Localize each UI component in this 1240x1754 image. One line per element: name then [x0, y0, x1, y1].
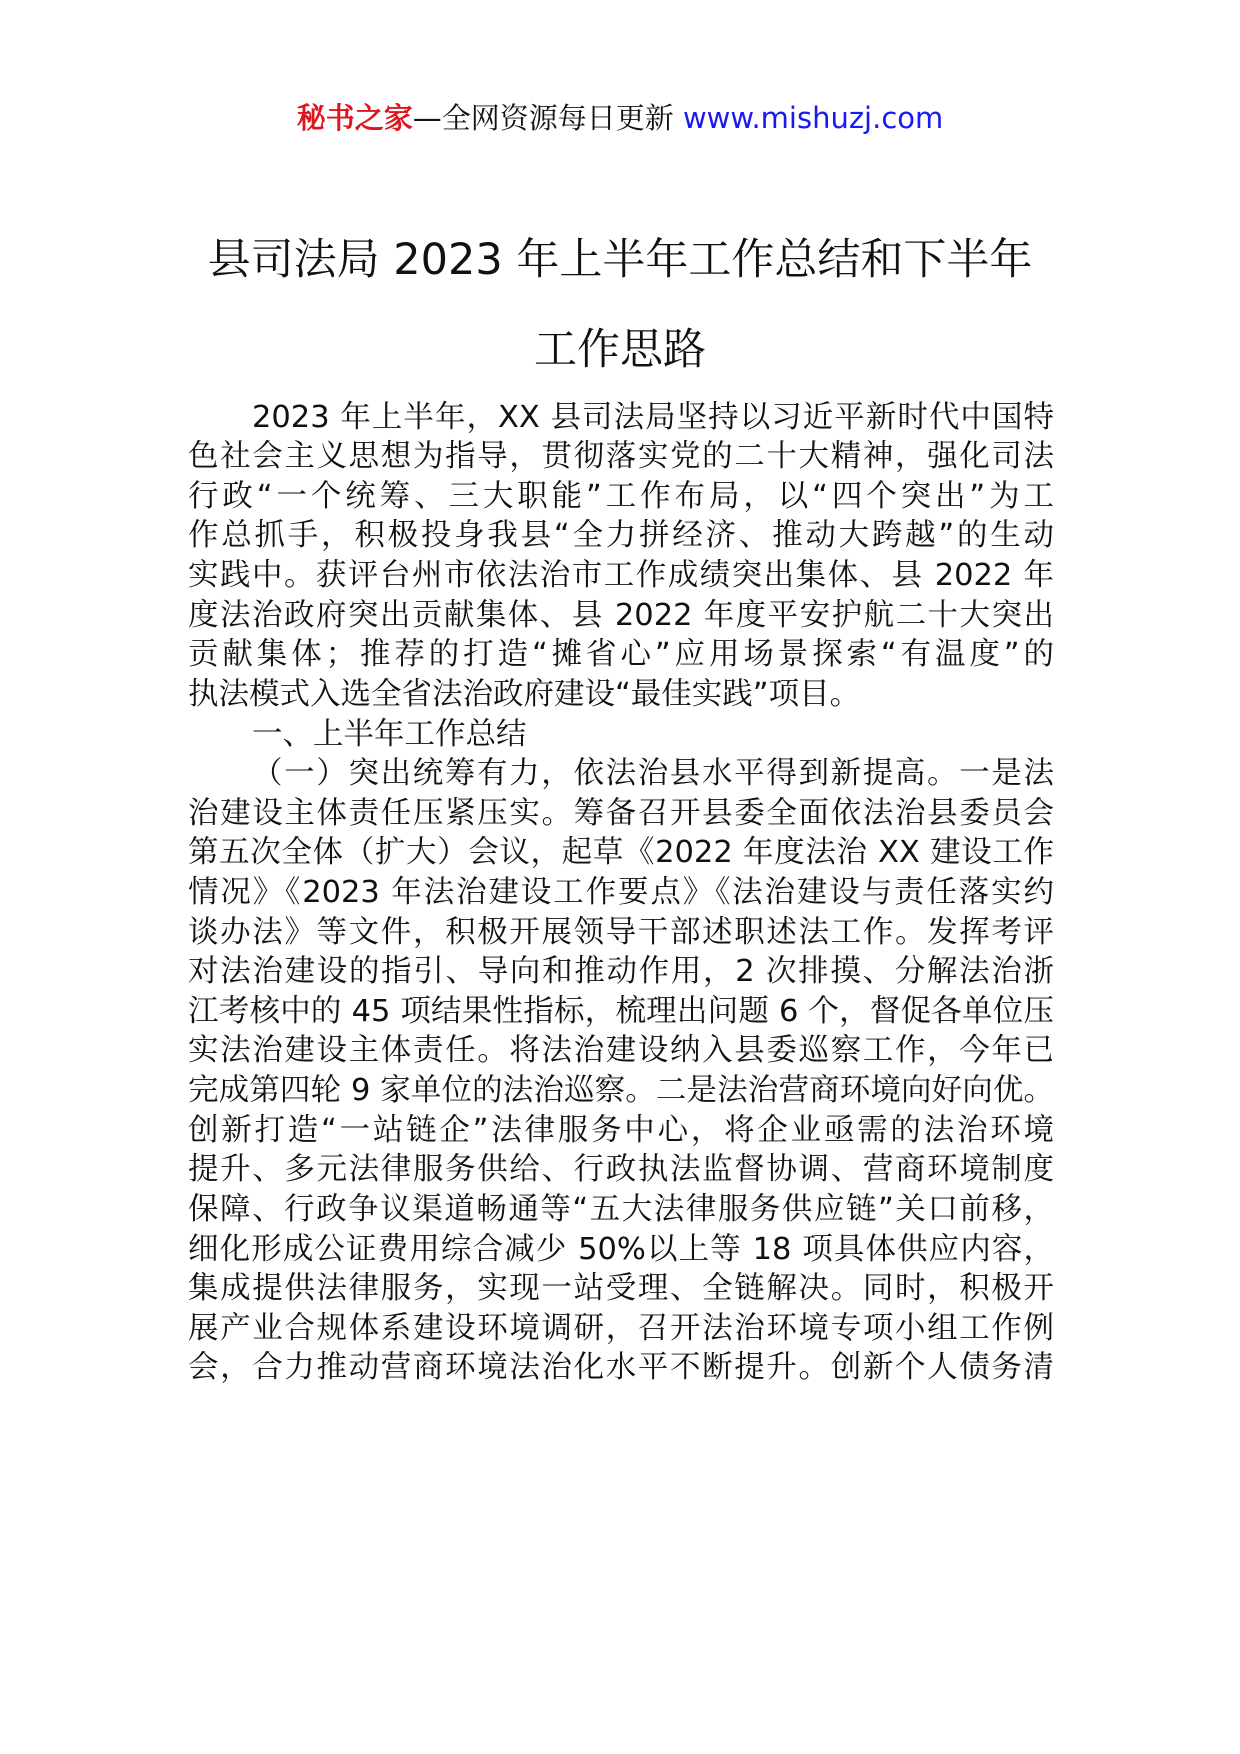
- body-line: 第五次全体（扩大）会议，起草《2022 年度法治 XX 建设工作: [188, 835, 1054, 870]
- body-line: 色社会主义思想为指导，贯彻落实党的二十大精神，强化司法: [188, 439, 1054, 474]
- body-line: 谈办法》等文件，积极开展领导干部述职述法工作。发挥考评: [188, 915, 1054, 950]
- body-line: 实践中。获评台州市依法治市工作成绩突出集体、县 2022 年: [188, 558, 1054, 593]
- body-line: 对法治建设的指引、导向和推动作用，2 次排摸、分解法治浙: [188, 954, 1054, 989]
- body-line: 提升、多元法律服务供给、行政执法监督协调、营商环境制度: [188, 1152, 1054, 1187]
- section-heading: 一、上半年工作总结: [252, 717, 527, 752]
- site-brand: 秘书之家: [296, 101, 413, 135]
- body-line: （一）突出统筹有力，依法治县水平得到新提高。一是法: [252, 756, 1054, 791]
- body-line: 2023 年上半年，XX 县司法局坚持以习近平新时代中国特: [252, 400, 1054, 435]
- body-line: 创新打造“一站链企”法律服务中心，将企业亟需的法治环境: [188, 1113, 1054, 1148]
- body-line: 行政“一个统筹、三大职能”工作布局，以“四个突出”为工: [188, 479, 1054, 514]
- body-line: 保障、行政争议渠道畅通等“五大法律服务供应链”关口前移，: [188, 1192, 1054, 1227]
- body-line: 治建设主体责任压紧压实。筹备召开县委全面依法治县委员会: [188, 796, 1054, 831]
- body-line: 集成提供法律服务，实现一站受理、全链解决。同时，积极开: [188, 1271, 1054, 1306]
- site-slogan: —全网资源每日更新: [412, 101, 683, 135]
- body-line: 完成第四轮 9 家单位的法治巡察。二是法治营商环境向好向优。: [188, 1073, 1054, 1108]
- body-line: 实法治建设主体责任。将法治建设纳入县委巡察工作，今年已: [188, 1033, 1054, 1068]
- body-line: 展产业合规体系建设环境调研，召开法治环境专项小组工作例: [188, 1311, 1054, 1346]
- body-line: 度法治政府突出贡献集体、县 2022 年度平安护航二十大突出: [188, 598, 1054, 633]
- document-title-line-1: 县司法局 2023 年上半年工作总结和下半年: [207, 235, 1033, 285]
- site-header: [0, 98, 1240, 138]
- body-line: 作总抓手，积极投身我县“全力拼经济、推动大跨越”的生动: [188, 518, 1054, 553]
- body-line: 会，合力推动营商环境法治化水平不断提升。创新个人债务清: [188, 1350, 1054, 1385]
- body-line: 贡献集体；推荐的打造“摊省心”应用场景探索“有温度”的: [188, 637, 1054, 672]
- body-line: 细化形成公证费用综合减少 50%以上等 18 项具体供应内容，: [188, 1232, 1054, 1267]
- body-line: 江考核中的 45 项结果性指标，梳理出问题 6 个，督促各单位压: [188, 994, 1054, 1029]
- body-line: 执法模式入选全省法治政府建设“最佳实践”项目。: [188, 677, 861, 712]
- site-url-link[interactable]: www.mishuzj.com: [682, 101, 944, 135]
- document-title-line-2: 工作思路: [534, 325, 706, 375]
- body-line: 情况》《2023 年法治建设工作要点》《法治建设与责任落实约: [188, 875, 1054, 910]
